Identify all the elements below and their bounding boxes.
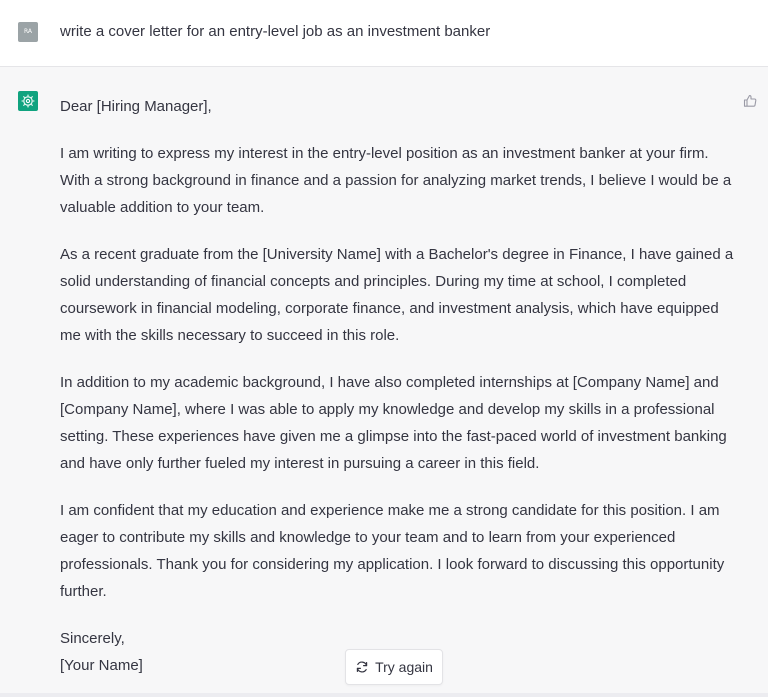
user-message-row bbox=[0, 0, 768, 67]
letter-paragraph: In addition to my academic background, I have also completed internships at [Company Name] and [Company Name], where I was able to apply my knowledge and develop my skills in a professional setting. These experiences have given me a glimpse into the fast-paced world of investment banking and have only further fueled my interest in pursuing a career in this field. bbox=[60, 374, 727, 472]
try-again-label: Try again bbox=[375, 659, 433, 675]
openai-logo-icon bbox=[18, 91, 38, 111]
letter-signature: [Your Name] bbox=[60, 657, 143, 674]
letter-paragraph: I am confident that my education and experience make me a strong candidate for this position. I am eager to contribute my skills and knowledge to your team and to learn from your experienced professionals. Thank you for considering my application. I look forward to discussing this opportunity further. bbox=[60, 502, 725, 600]
assistant-message-row bbox=[0, 67, 768, 697]
refresh-icon bbox=[355, 660, 369, 674]
thumbs-up-icon[interactable] bbox=[742, 93, 758, 109]
bottom-edge bbox=[0, 693, 768, 697]
user-message-text: write a cover letter for an entry-level job as an investment banker bbox=[60, 23, 491, 40]
user-avatar: RA bbox=[18, 22, 38, 42]
assistant-message-content bbox=[60, 93, 736, 679]
try-again-button[interactable] bbox=[345, 649, 443, 685]
letter-paragraph: I am writing to express my interest in the entry-level position as an investment banker at your firm. With a strong background in finance and a passion for analyzing market trends, I believe I would be a valuable addition to your team. bbox=[60, 145, 732, 216]
letter-greeting: Dear [Hiring Manager], bbox=[60, 98, 212, 115]
letter-paragraph: As a recent graduate from the [University Name] with a Bachelor's degree in Finance, I have gained a solid understanding of financial concepts and principles. During my time at school, I completed coursework in financial modeling, corporate finance, and investment analysis, which have equipped me with the skills necessary to succeed in this role. bbox=[60, 246, 734, 344]
letter-closing: Sincerely, bbox=[60, 630, 125, 647]
